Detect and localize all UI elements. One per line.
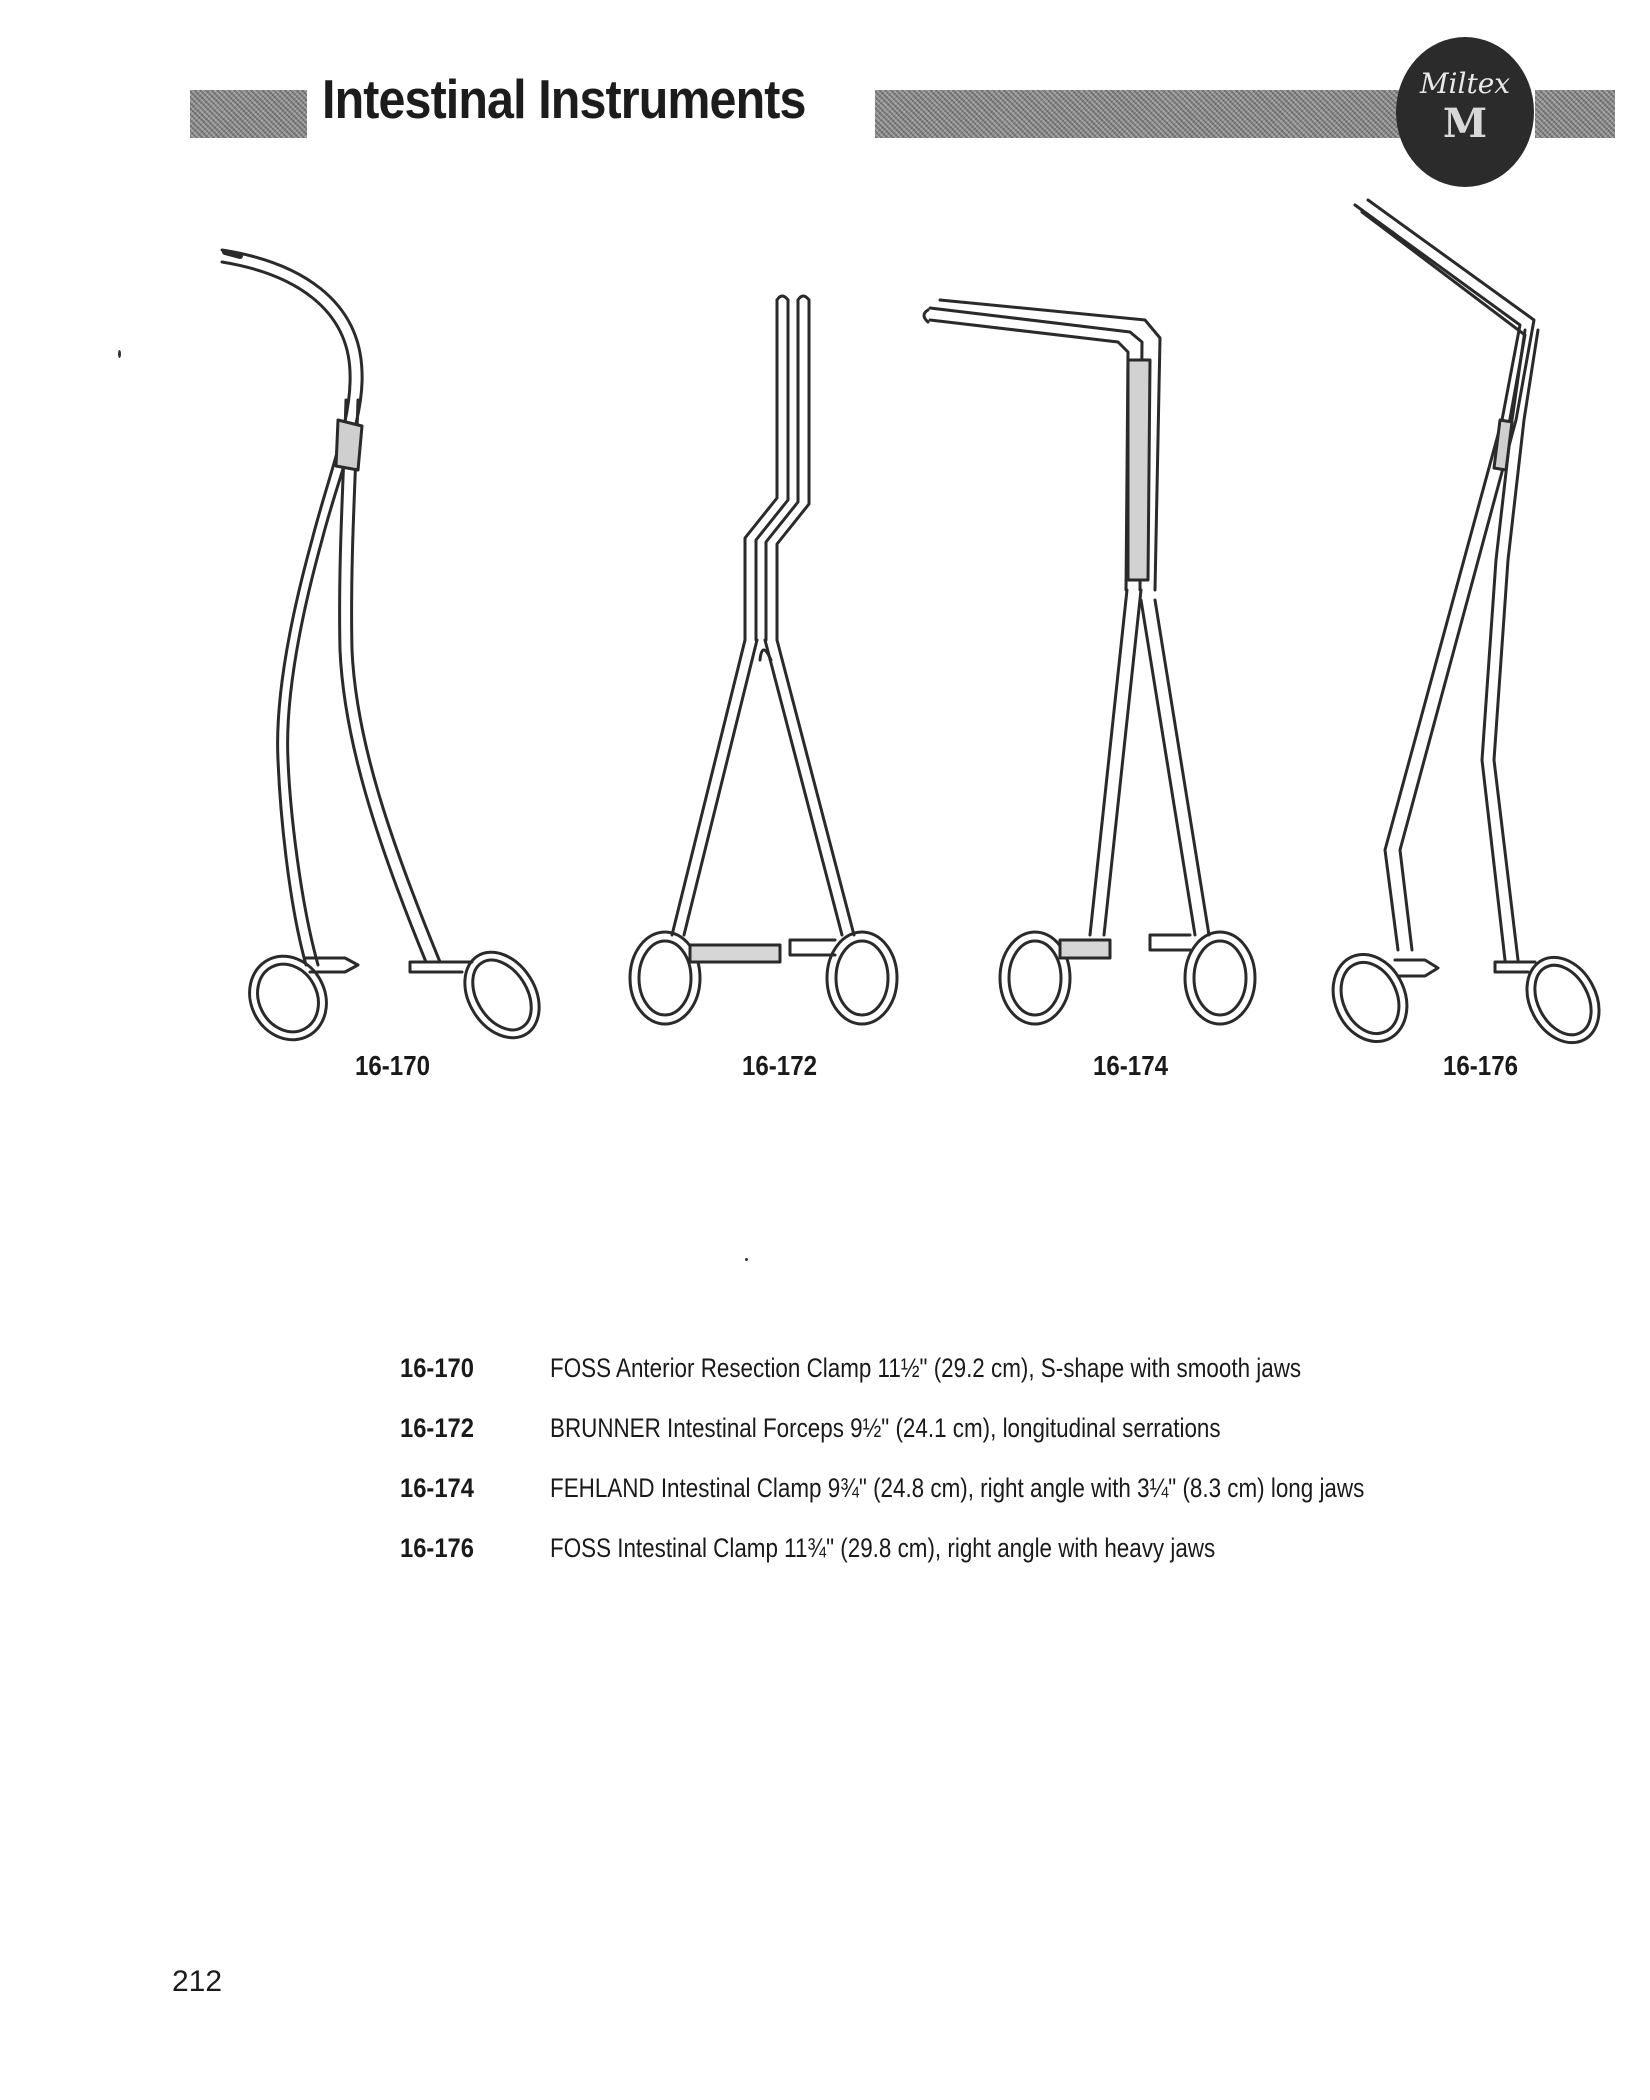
instrument-16-170-illustration <box>222 250 554 1053</box>
instrument-caption: 16-176 <box>1443 1050 1518 1081</box>
instrument-16-172-illustration <box>630 296 897 1024</box>
item-code: 16-174 <box>400 1473 474 1503</box>
page-number: 212 <box>172 1965 223 1998</box>
logo-script: Miltex <box>1419 67 1511 100</box>
scan-speck <box>118 350 121 358</box>
page-title: Intestinal Instruments <box>322 68 806 130</box>
instrument-caption: 16-172 <box>742 1050 817 1081</box>
instrument-caption: 16-170 <box>355 1050 430 1081</box>
item-code: 16-176 <box>400 1533 474 1563</box>
instrument-16-176-illustration <box>1320 200 1614 1055</box>
item-code: 16-170 <box>400 1353 474 1383</box>
instrument-16-174-illustration <box>924 300 1255 1024</box>
list-item <box>400 1533 1550 1593</box>
scan-speck <box>745 1258 748 1261</box>
instrument-list <box>400 1353 1550 1593</box>
logo-monogram: M <box>1442 100 1488 147</box>
item-description: BRUNNER Intestinal Forceps 9½" (24.1 cm), longitudinal serrations <box>550 1413 1221 1443</box>
list-item <box>400 1353 1550 1413</box>
item-code: 16-172 <box>400 1413 474 1443</box>
list-item <box>400 1473 1550 1533</box>
item-description: FOSS Intestinal Clamp 11¾" (29.8 cm), right angle with heavy jaws <box>550 1533 1216 1563</box>
list-item <box>400 1413 1550 1473</box>
instrument-caption: 16-174 <box>1093 1050 1168 1081</box>
item-description: FEHLAND Intestinal Clamp 9¾" (24.8 cm), right angle with 3¼" (8.3 cm) long jaws <box>550 1473 1365 1503</box>
item-description: FOSS Anterior Resection Clamp 11½" (29.2 cm), S-shape with smooth jaws <box>550 1353 1302 1383</box>
